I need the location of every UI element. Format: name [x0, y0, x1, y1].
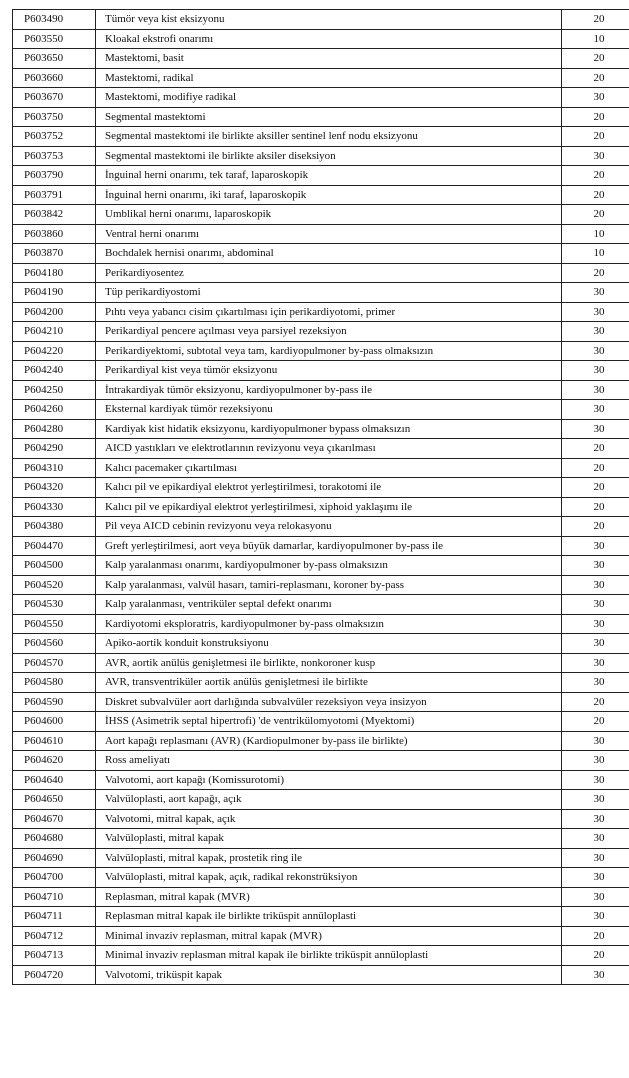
table-row [13, 965, 629, 985]
procedure-code-table [12, 9, 629, 985]
procedure-description: Umblikal herni onarımı, laparoskopik [96, 205, 562, 225]
procedure-code: P603750 [13, 107, 96, 127]
procedure-code: P604620 [13, 751, 96, 771]
procedure-points: 30 [562, 770, 629, 790]
procedure-code: P603752 [13, 127, 96, 147]
procedure-code: P604640 [13, 770, 96, 790]
procedure-points: 20 [562, 946, 629, 966]
procedure-points: 30 [562, 848, 629, 868]
procedure-code: P604180 [13, 263, 96, 283]
procedure-code: P604711 [13, 907, 96, 927]
procedure-code: P604520 [13, 575, 96, 595]
procedure-code: P604190 [13, 283, 96, 303]
table-row [13, 263, 629, 283]
procedure-code: P604260 [13, 400, 96, 420]
procedure-points: 20 [562, 692, 629, 712]
procedure-description: Valvotomi, mitral kapak, açık [96, 809, 562, 829]
procedure-description: Perikardiyektomi, subtotal veya tam, kardiyopulmoner by-pass olmaksızın [96, 341, 562, 361]
procedure-points: 20 [562, 127, 629, 147]
table-row [13, 790, 629, 810]
procedure-points: 30 [562, 887, 629, 907]
procedure-description: Valvüloplasti, mitral kapak [96, 829, 562, 849]
table-row [13, 653, 629, 673]
procedure-code: P603870 [13, 244, 96, 264]
procedure-code: P604590 [13, 692, 96, 712]
procedure-description: Aort kapağı replasmanı (AVR) (Kardiopulmoner by-pass ile birlikte) [96, 731, 562, 751]
procedure-description: Valvotomi, triküspit kapak [96, 965, 562, 985]
table-row [13, 809, 629, 829]
procedure-code: P604670 [13, 809, 96, 829]
procedure-points: 30 [562, 88, 629, 108]
procedure-points: 30 [562, 556, 629, 576]
table-row [13, 49, 629, 69]
procedure-description: Valvüloplasti, mitral kapak, açık, radikal rekonstrüksiyon [96, 868, 562, 888]
procedure-points: 30 [562, 283, 629, 303]
procedure-points: 30 [562, 907, 629, 927]
table-row [13, 946, 629, 966]
procedure-code: P604680 [13, 829, 96, 849]
procedure-description: Ventral herni onarımı [96, 224, 562, 244]
procedure-code: P603660 [13, 68, 96, 88]
procedure-code: P603550 [13, 29, 96, 49]
table-row [13, 458, 629, 478]
procedure-description: Kalıcı pil ve epikardiyal elektrot yerleştirilmesi, torakotomi ile [96, 478, 562, 498]
table-row [13, 770, 629, 790]
procedure-description: AVR, aortik anülüs genişletmesi ile birlikte, nonkoroner kusp [96, 653, 562, 673]
procedure-points: 20 [562, 205, 629, 225]
procedure-points: 30 [562, 809, 629, 829]
procedure-points: 30 [562, 614, 629, 634]
procedure-code: P604550 [13, 614, 96, 634]
procedure-description: Perikardiyosentez [96, 263, 562, 283]
procedure-points: 30 [562, 302, 629, 322]
procedure-code: P603490 [13, 10, 96, 30]
procedure-code: P603790 [13, 166, 96, 186]
procedure-code: P603842 [13, 205, 96, 225]
procedure-description: Kardiyotomi eksploratris, kardiyopulmoner by-pass olmaksızın [96, 614, 562, 634]
procedure-description: AICD yastıkları ve elektrotlarının revizyonu veya çıkarılması [96, 439, 562, 459]
procedure-description: Kardiyak kist hidatik eksizyonu, kardiyopulmoner bypass olmaksızın [96, 419, 562, 439]
procedure-code: P604700 [13, 868, 96, 888]
procedure-description: Minimal invaziv replasman mitral kapak ile birlikte triküspit annüloplasti [96, 946, 562, 966]
procedure-description: İnguinal herni onarımı, iki taraf, laparoskopik [96, 185, 562, 205]
table-row [13, 497, 629, 517]
table-row [13, 107, 629, 127]
table-row [13, 614, 629, 634]
table-row [13, 712, 629, 732]
procedure-code: P604330 [13, 497, 96, 517]
table-row [13, 478, 629, 498]
procedure-code: P604500 [13, 556, 96, 576]
procedure-code: P604690 [13, 848, 96, 868]
procedure-code: P604470 [13, 536, 96, 556]
procedure-description: Perikardiyal pencere açılması veya parsiyel rezeksiyon [96, 322, 562, 342]
procedure-points: 30 [562, 380, 629, 400]
procedure-points: 20 [562, 497, 629, 517]
procedure-description: Kalıcı pil ve epikardiyal elektrot yerleştirilmesi, xiphoid yaklaşımı ile [96, 497, 562, 517]
procedure-description: Valvüloplasti, aort kapağı, açık [96, 790, 562, 810]
procedure-code: P604240 [13, 361, 96, 381]
procedure-points: 20 [562, 49, 629, 69]
procedure-points: 30 [562, 419, 629, 439]
procedure-code: P603791 [13, 185, 96, 205]
procedure-points: 30 [562, 595, 629, 615]
procedure-points: 30 [562, 634, 629, 654]
table-row [13, 244, 629, 264]
procedure-code: P603670 [13, 88, 96, 108]
procedure-code: P604600 [13, 712, 96, 732]
procedure-points: 10 [562, 244, 629, 264]
table-row [13, 439, 629, 459]
procedure-description: İntrakardiyak tümör eksizyonu, kardiyopulmoner by-pass ile [96, 380, 562, 400]
table-row [13, 887, 629, 907]
table-row [13, 926, 629, 946]
procedure-description: Tüp perikardiyostomi [96, 283, 562, 303]
table-row [13, 185, 629, 205]
procedure-points: 30 [562, 673, 629, 693]
procedure-code: P604713 [13, 946, 96, 966]
procedure-description: Ross ameliyatı [96, 751, 562, 771]
procedure-points: 10 [562, 224, 629, 244]
table-row [13, 283, 629, 303]
procedure-code: P604320 [13, 478, 96, 498]
procedure-description: Kalp yaralanması onarımı, kardiyopulmoner by-pass olmaksızın [96, 556, 562, 576]
procedure-description: Kloakal ekstrofi onarımı [96, 29, 562, 49]
procedure-points: 30 [562, 400, 629, 420]
procedure-description: Kalıcı pacemaker çıkartılması [96, 458, 562, 478]
table-row [13, 341, 629, 361]
procedure-points: 30 [562, 965, 629, 985]
procedure-code: P604580 [13, 673, 96, 693]
procedure-points: 10 [562, 29, 629, 49]
table-row [13, 692, 629, 712]
table-row [13, 88, 629, 108]
table-row [13, 634, 629, 654]
table-row [13, 751, 629, 771]
procedure-code: P604250 [13, 380, 96, 400]
procedure-points: 20 [562, 185, 629, 205]
procedure-code: P603753 [13, 146, 96, 166]
procedure-description: Replasman mitral kapak ile birlikte triküspit annüloplasti [96, 907, 562, 927]
procedure-points: 30 [562, 361, 629, 381]
table-row [13, 146, 629, 166]
table-row [13, 848, 629, 868]
procedure-code: P604210 [13, 322, 96, 342]
procedure-description: Replasman, mitral kapak (MVR) [96, 887, 562, 907]
procedure-code: P603860 [13, 224, 96, 244]
procedure-code: P604290 [13, 439, 96, 459]
table-body [13, 10, 629, 985]
procedure-points: 20 [562, 517, 629, 537]
table-row [13, 205, 629, 225]
procedure-description: Tümör veya kist eksizyonu [96, 10, 562, 30]
procedure-code: P604610 [13, 731, 96, 751]
procedure-description: Minimal invaziv replasman, mitral kapak (MVR) [96, 926, 562, 946]
table-row [13, 224, 629, 244]
procedure-points: 20 [562, 439, 629, 459]
table-row [13, 868, 629, 888]
procedure-description: Bochdalek hernisi onarımı, abdominal [96, 244, 562, 264]
table-row [13, 400, 629, 420]
table-row [13, 419, 629, 439]
procedure-description: AVR, transventriküler aortik anülüs genişletmesi ile birlikte [96, 673, 562, 693]
procedure-description: İHSS (Asimetrik septal hipertrofi) 'de ventrikülomyotomi (Myektomi) [96, 712, 562, 732]
procedure-description: Mastektomi, radikal [96, 68, 562, 88]
procedure-points: 20 [562, 263, 629, 283]
table-row [13, 127, 629, 147]
table-row [13, 166, 629, 186]
table-row [13, 517, 629, 537]
procedure-code: P604720 [13, 965, 96, 985]
procedure-points: 20 [562, 10, 629, 30]
procedure-description: Segmental mastektomi [96, 107, 562, 127]
procedure-description: Pil veya AICD cebinin revizyonu veya relokasyonu [96, 517, 562, 537]
procedure-code: P604710 [13, 887, 96, 907]
procedure-points: 20 [562, 68, 629, 88]
procedure-description: Kalp yaralanması, valvül hasarı, tamiri-replasmanı, koroner by-pass [96, 575, 562, 595]
procedure-description: Diskret subvalvüler aort darlığında subvalvüler rezeksiyon veya insizyon [96, 692, 562, 712]
table-row [13, 556, 629, 576]
procedure-description: Pıhtı veya yabancı cisim çıkartılması için perikardiyotomi, primer [96, 302, 562, 322]
procedure-points: 30 [562, 322, 629, 342]
procedure-description: Valvüloplasti, mitral kapak, prostetik ring ile [96, 848, 562, 868]
procedure-description: İnguinal herni onarımı, tek taraf, laparoskopik [96, 166, 562, 186]
table-row [13, 10, 629, 30]
table-row [13, 302, 629, 322]
procedure-code: P604280 [13, 419, 96, 439]
procedure-description: Mastektomi, basit [96, 49, 562, 69]
procedure-points: 20 [562, 926, 629, 946]
procedure-description: Eksternal kardiyak tümör rezeksiyonu [96, 400, 562, 420]
procedure-description: Mastektomi, modifiye radikal [96, 88, 562, 108]
procedure-points: 30 [562, 575, 629, 595]
table-row [13, 673, 629, 693]
procedure-points: 30 [562, 868, 629, 888]
procedure-description: Perikardiyal kist veya tümör eksizyonu [96, 361, 562, 381]
procedure-code: P604380 [13, 517, 96, 537]
procedure-description: Valvotomi, aort kapağı (Komissurotomi) [96, 770, 562, 790]
table-row [13, 829, 629, 849]
table-row [13, 907, 629, 927]
procedure-description: Kalp yaralanması, ventriküler septal defekt onarımı [96, 595, 562, 615]
table-row [13, 361, 629, 381]
procedure-description: Greft yerleştirilmesi, aort veya büyük damarlar, kardiyopulmoner by-pass ile [96, 536, 562, 556]
procedure-points: 30 [562, 731, 629, 751]
procedure-code: P604650 [13, 790, 96, 810]
table-row [13, 68, 629, 88]
procedure-points: 30 [562, 829, 629, 849]
procedure-points: 20 [562, 107, 629, 127]
procedure-points: 20 [562, 712, 629, 732]
procedure-description: Segmental mastektomi ile birlikte aksiller sentinel lenf nodu eksizyonu [96, 127, 562, 147]
table-row [13, 575, 629, 595]
procedure-points: 30 [562, 653, 629, 673]
procedure-code: P604200 [13, 302, 96, 322]
table-row [13, 322, 629, 342]
procedure-code: P604712 [13, 926, 96, 946]
procedure-code: P603650 [13, 49, 96, 69]
procedure-description: Apiko-aortik konduit konstruksiyonu [96, 634, 562, 654]
procedure-code: P604530 [13, 595, 96, 615]
table-row [13, 536, 629, 556]
procedure-points: 30 [562, 790, 629, 810]
procedure-points: 30 [562, 146, 629, 166]
procedure-code: P604560 [13, 634, 96, 654]
procedure-points: 20 [562, 458, 629, 478]
procedure-code: P604570 [13, 653, 96, 673]
procedure-points: 30 [562, 751, 629, 771]
table-row [13, 595, 629, 615]
procedure-code: P604220 [13, 341, 96, 361]
procedure-points: 30 [562, 341, 629, 361]
table-row [13, 380, 629, 400]
table-row [13, 731, 629, 751]
procedure-points: 20 [562, 166, 629, 186]
procedure-code: P604310 [13, 458, 96, 478]
procedure-points: 20 [562, 478, 629, 498]
procedure-description: Segmental mastektomi ile birlikte aksiler diseksiyon [96, 146, 562, 166]
procedure-points: 30 [562, 536, 629, 556]
table-row [13, 29, 629, 49]
